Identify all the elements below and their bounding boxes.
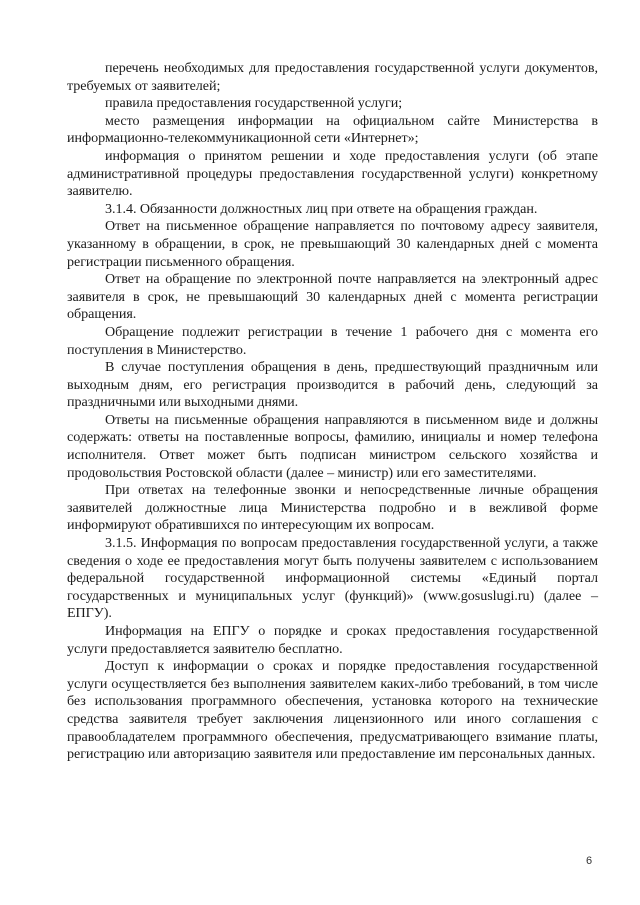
paragraph-email-reply-deadline: Ответ на обращение по электронной почте направляется на электронный адрес заявителя в срок, не превышающий 30 календарных дней с момента регистрации обращения.: [67, 271, 598, 323]
paragraph-required-documents-list: перечень необходимых для предоставления государственной услуги документов, требуемых от заявителей;: [67, 60, 598, 94]
page-number: 6: [586, 855, 593, 867]
paragraph-phone-inquiries: При ответах на телефонные звонки и непосредственные личные обращения заявителей должностные лица Министерства подробно и в вежливой форме информируют обратившихся по интересующим их вопросам.: [67, 482, 598, 534]
paragraph-holiday-registration: В случае поступления обращения в день, предшествующий праздничным или выходным дням, его регистрация производится в рабочий день, следующий за праздничными или выходными днями.: [67, 359, 598, 411]
paragraph-reply-contents: Ответы на письменные обращения направляются в письменном виде и должны содержать: ответы на поставленные вопросы, фамилию, инициалы и номер телефона исполнителя. Ответ может быть подписан министром сельского хозяйства и продовольствия Ростовской области (далее – министр) или его заместителями.: [67, 411, 598, 481]
paragraph-written-reply-deadline: Ответ на письменное обращение направляется по почтовому адресу заявителя, указанному в обращении, в срок, не превышающий 30 календарных дней с момента регистрации письменного обращения.: [67, 218, 598, 270]
paragraph-registration-deadline: Обращение подлежит регистрации в течение 1 рабочего дня с момента его поступления в Министерство.: [67, 323, 598, 358]
paragraph-decision-status-info: информация о принятом решении и ходе предоставления услуги (об этапе административной процедуры предоставления государственной услуги) конкретному заявителю.: [67, 147, 598, 200]
paragraph-section-3-1-5: 3.1.5. Информация по вопросам предоставления государственной услуги, а также сведения о ходе ее предоставления могут быть получены заявителем с использованием федеральной государственной информационной системы «Единый портал государственных и муниципальных услуг (функций)» (www.gosuslugi.ru) (далее – ЕПГУ).: [67, 535, 598, 622]
paragraph-epgu-free-info: Информация на ЕПГУ о порядке и сроках предоставления государственной услуги предоставляется заявителю бесплатно.: [67, 623, 598, 657]
paragraph-section-3-1-4: 3.1.4. Обязанности должностных лиц при ответе на обращения граждан.: [105, 200, 538, 217]
document-page: [67, 60, 598, 764]
paragraph-service-rules: правила предоставления государственной услуги;: [105, 95, 403, 112]
paragraph-info-access-conditions: Доступ к информации о сроках и порядке предоставления государственной услуги осуществляется без выполнения заявителем каких-либо требований, в том числе без использования программного обеспечения, установка которого на технические средства заявителя требует заключения лицензионного или иного соглашения с правообладателем программного обеспечения, предусматривающего взимание платы, регистрацию или авторизацию заявителя или предоставление им персональных данных.: [67, 658, 598, 763]
paragraph-website-info-location: место размещения информации на официальном сайте Министерства в информационно-телекоммуникационной сети «Интернет»;: [67, 112, 598, 147]
